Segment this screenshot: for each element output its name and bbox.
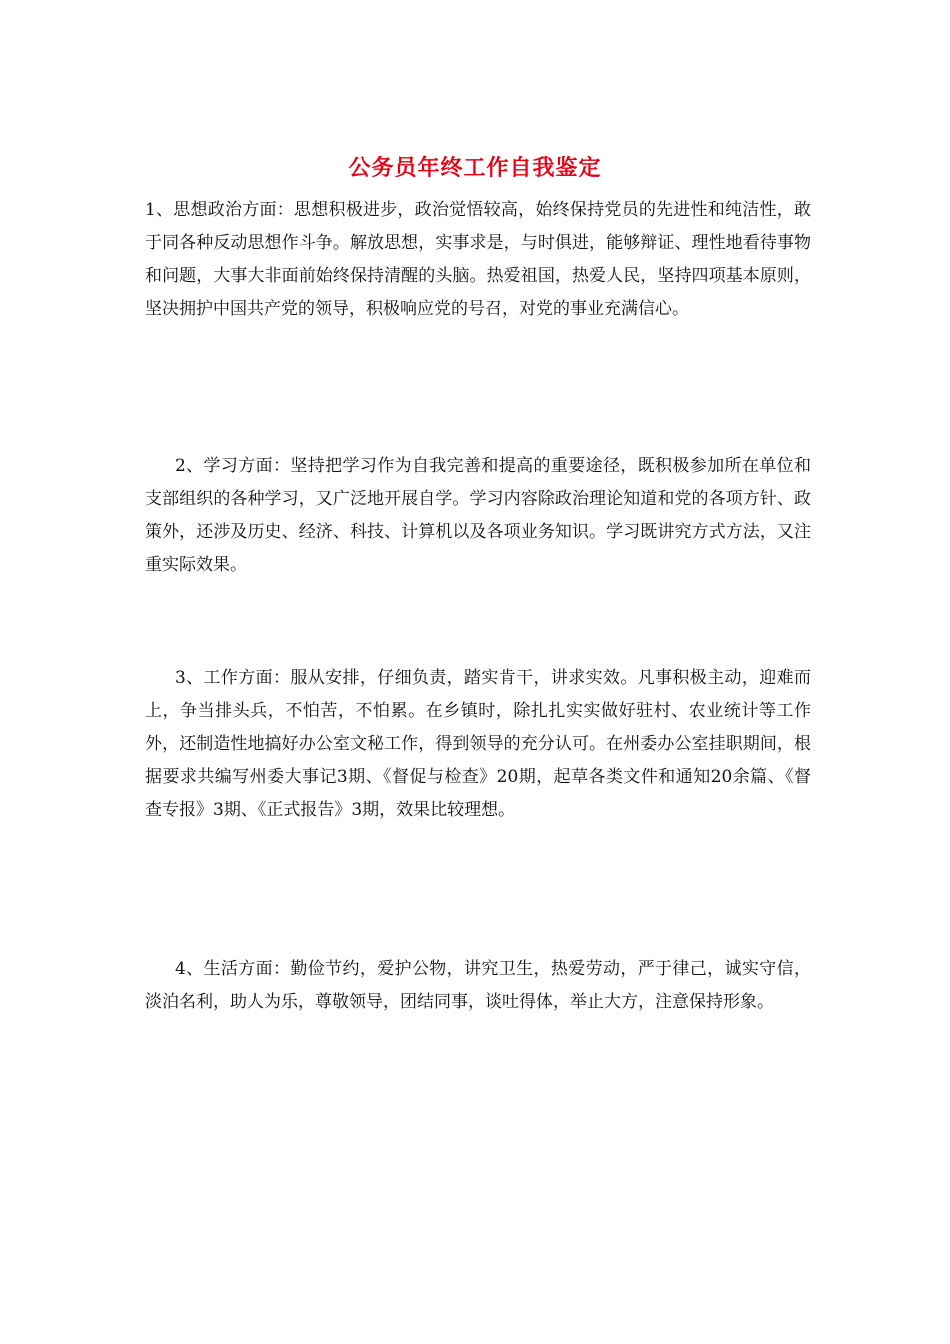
- paragraph-political: 1、思想政治方面：思想积极进步，政治觉悟较高，始终保持党员的先进性和纯洁性，敢于同各种反动思想作斗争。解放思想，实事求是，与时俱进，能够辩证、理性地看待事物和问题，大事大非面前始终保持清醒的头脑。热爱祖国，热爱人民，坚持四项基本原则，坚决拥护中国共产党的领导，积极响应党的号召，对党的事业充满信心。: [145, 200, 811, 319]
- document-title: 公务员年终工作自我鉴定: [348, 155, 602, 181]
- paragraph-life: 4、生活方面：勤俭节约，爱护公物，讲究卫生，热爱劳动，严于律己，诚实守信，淡泊名利，助人为乐，尊敬领导，团结同事，谈吐得体，举止大方，注意保持形象。: [145, 959, 811, 1012]
- paragraph-work: 3、工作方面：服从安排，仔细负责，踏实肯干，讲求实效。凡事积极主动，迎难而上，争当排头兵，不怕苦，不怕累。在乡镇时，除扎扎实实做好驻村、农业统计等工作外，还制造性地搞好办公室文秘工作，得到领导的充分认可。在州委办公室挂职期间，根据要求共编写州委大事记3期、《督促与检查》20期，起草各类文件和通知20余篇、《督查专报》3期、《正式报告》3期，效果比较理想。: [145, 668, 811, 820]
- paragraph-study: 2、学习方面：坚持把学习作为自我完善和提高的重要途径，既积极参加所在单位和支部组织的各种学习，又广泛地开展自学。学习内容除政治理论知道和党的各项方针、政策外，还涉及历史、经济、科技、计算机以及各项业务知识。学习既讲究方式方法，又注重实际效果。: [145, 456, 811, 575]
